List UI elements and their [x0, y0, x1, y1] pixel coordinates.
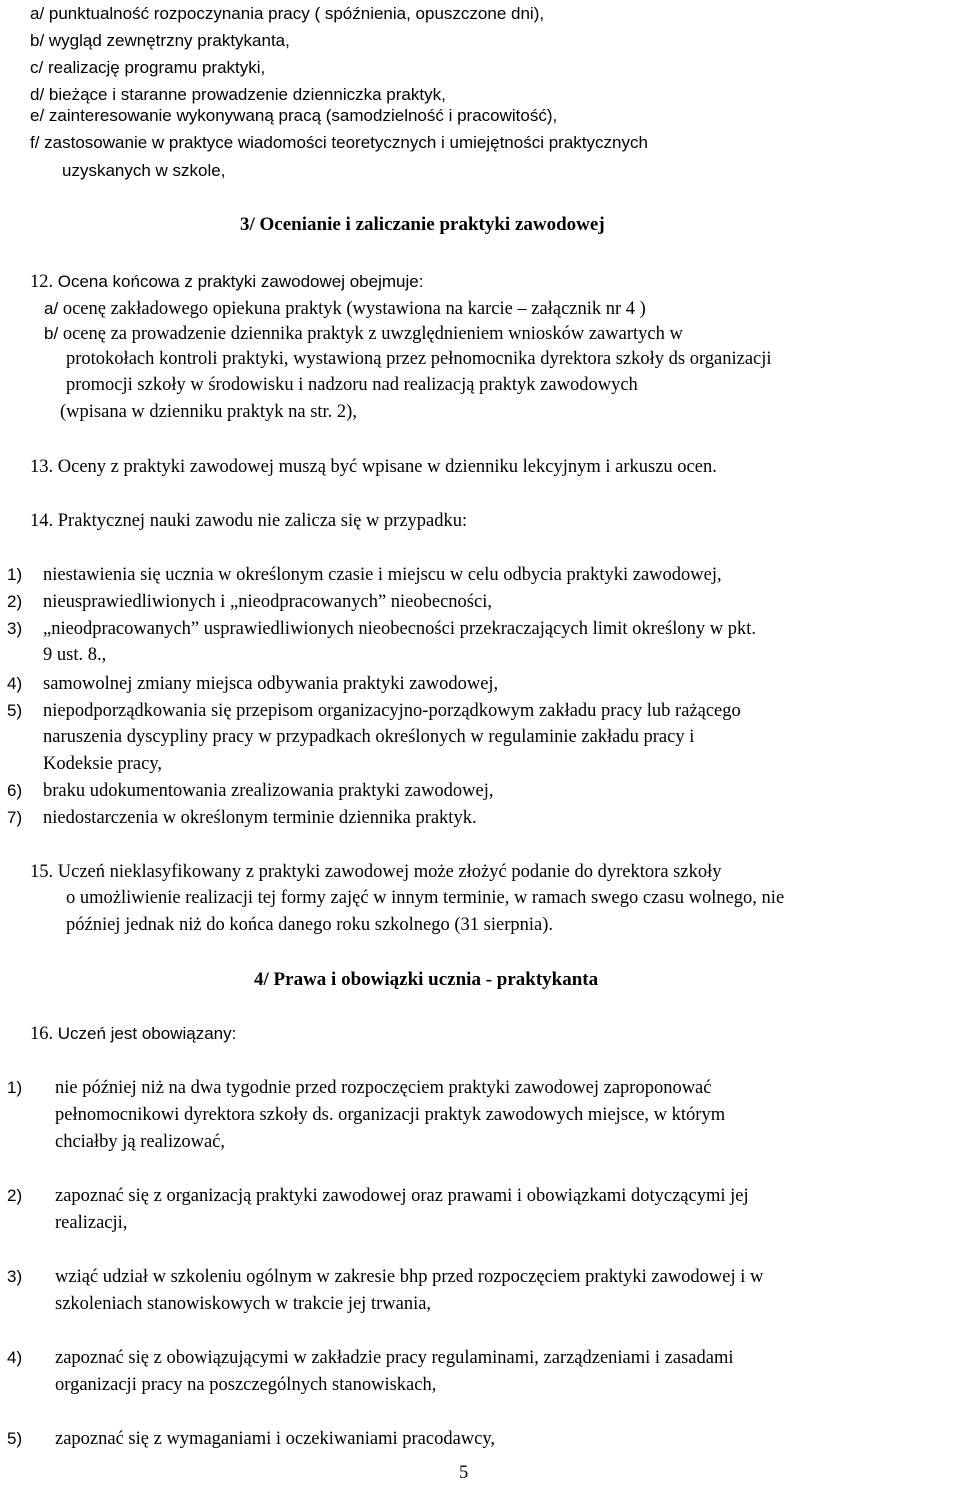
point-12-item-a [44, 297, 646, 321]
point-13 [30, 455, 717, 479]
section-3-heading: 3/ Ocenianie i zaliczanie praktyki zawodowej [240, 214, 605, 235]
point-16 [30, 1022, 236, 1046]
point-14-item-7: 7) niedostarczenia w określonym terminie dziennika praktyk. [7, 808, 477, 828]
point-16-item-3: 3) wziąć udział w szkoleniu ogólnym w zakresie bhp przed rozpoczęciem praktyki zawodowej i w [7, 1267, 764, 1287]
page-number: 5 [459, 1463, 469, 1483]
point-14-item-5-line-3: Kodeksie pracy, [43, 754, 163, 774]
point-15-line-2: o umożliwienie realizacji tej formy zajęć w innym terminie, w ramach swego czasu wolnego, nie [66, 888, 785, 908]
criterion-c: c/ realizację programu praktyki, [30, 58, 266, 77]
point-16-text: Uczeń jest obowiązany: [57, 1024, 237, 1043]
point-12-text: Ocena końcowa z praktyki zawodowej obejmuje: [57, 272, 424, 291]
point-15-number: 15. [30, 862, 54, 882]
point-16-item-1-line-3: chciałby ją realizować, [55, 1132, 225, 1152]
criterion-b: b/ wygląd zewnętrzny praktykanta, [30, 31, 290, 50]
point-16-item-2: 2) zapoznać się z organizacją praktyki zawodowej oraz prawami i obowiązkami dotyczącymi jej [7, 1186, 749, 1206]
point-12-item-a-text: ocenę zakładowego opiekuna praktyk (wystawiona na karcie – załącznik nr 4 ) [62, 299, 646, 319]
point-16-item-3-line-2: szkoleniach stanowiskowych w trakcie jej trwania, [55, 1294, 432, 1314]
point-15-text: Uczeń nieklasyfikowany z praktyki zawodowej może złożyć podanie do dyrektora szkoły [57, 862, 722, 882]
point-16-number: 16. [30, 1024, 54, 1044]
point-16-item-4-line-2: organizacji pracy na poszczególnych stanowiskach, [55, 1375, 437, 1395]
section-4-heading: 4/ Prawa i obowiązki ucznia - praktykanta [254, 969, 599, 990]
point-13-text: Oceny z praktyki zawodowej muszą być wpisane w dzienniku lekcyjnym i arkuszu ocen. [57, 457, 717, 477]
point-12-item-b-marker: b/ [44, 324, 59, 343]
point-14-item-4: 4) samowolnej zmiany miejsca odbywania praktyki zawodowej, [7, 674, 499, 694]
point-14-item-6: 6) braku udokumentowania zrealizowania praktyki zawodowej, [7, 781, 494, 801]
point-15 [30, 860, 721, 884]
point-16-item-1: 1) nie później niż na dwa tygodnie przed rozpoczęciem praktyki zawodowej zaproponować [7, 1078, 712, 1098]
point-12-item-b-line-3: promocji szkoły w środowisku i nadzoru nad realizacją praktyk zawodowych [66, 375, 638, 395]
point-12-item-b-line-2: protokołach kontroli praktyki, wystawioną przez pełnomocnika dyrektora szkoły ds organizacji [66, 349, 772, 369]
point-12-intro [30, 270, 423, 294]
point-14-item-5: 5) niepodporządkowania się przepisom organizacyjno-porządkowym zakładu pracy lub rażącego [7, 701, 741, 721]
criterion-f-continued: uzyskanych w szkole, [62, 161, 226, 180]
criterion-d: d/ bieżące i staranne prowadzenie dzienniczka praktyk, [30, 85, 446, 104]
point-14 [30, 509, 467, 533]
point-14-item-3-line-2: 9 ust. 8., [43, 645, 107, 665]
point-12-number: 12. [30, 272, 54, 292]
point-14-item-3: 3) „nieodpracowanych” usprawiedliwionych nieobecności przekraczających limit określony w pkt. [7, 619, 757, 639]
point-13-number: 13. [30, 457, 54, 477]
point-16-item-4: 4) zapoznać się z obowiązującymi w zakładzie pracy regulaminami, zarządzeniami i zasadami [7, 1348, 734, 1368]
point-14-item-1: 1) niestawienia się ucznia w określonym czasie i miejscu w celu odbycia praktyki zawodowej, [7, 565, 722, 585]
point-12-item-b-line-4: (wpisana w dzienniku praktyk na str. 2), [60, 402, 357, 422]
point-14-text: Praktycznej nauki zawodu nie zalicza się w przypadku: [57, 511, 468, 531]
point-12-item-a-marker: a/ [44, 299, 59, 318]
point-16-item-2-line-2: realizacji, [55, 1213, 128, 1233]
point-14-item-5-line-2: naruszenia dyscypliny pracy w przypadkach określonych w regulaminie zakładu pracy i [43, 727, 695, 747]
point-14-number: 14. [30, 511, 54, 531]
point-12-item-b [44, 322, 683, 346]
criterion-e: e/ zainteresowanie wykonywaną pracą (samodzielność i pracowitość), [30, 106, 558, 125]
point-12-item-b-text: ocenę za prowadzenie dziennika praktyk z uwzględnieniem wniosków zawartych w [62, 324, 683, 344]
point-14-item-2: 2) nieusprawiedliwionych i „nieodpracowanych” nieobecności, [7, 592, 492, 612]
criterion-a: a/ punktualność rozpoczynania pracy ( spóźnienia, opuszczone dni), [30, 4, 545, 23]
point-16-item-1-line-2: pełnomocnikowi dyrektora szkoły ds. organizacji praktyk zawodowych miejsce, w którym [55, 1105, 726, 1125]
criterion-f: f/ zastosowanie w praktyce wiadomości teoretycznych i umiejętności praktycznych [30, 133, 648, 152]
point-15-line-3: później jednak niż do końca danego roku szkolnego (31 sierpnia). [66, 915, 554, 935]
point-16-item-5: 5) zapoznać się z wymaganiami i oczekiwaniami pracodawcy, [7, 1429, 496, 1449]
